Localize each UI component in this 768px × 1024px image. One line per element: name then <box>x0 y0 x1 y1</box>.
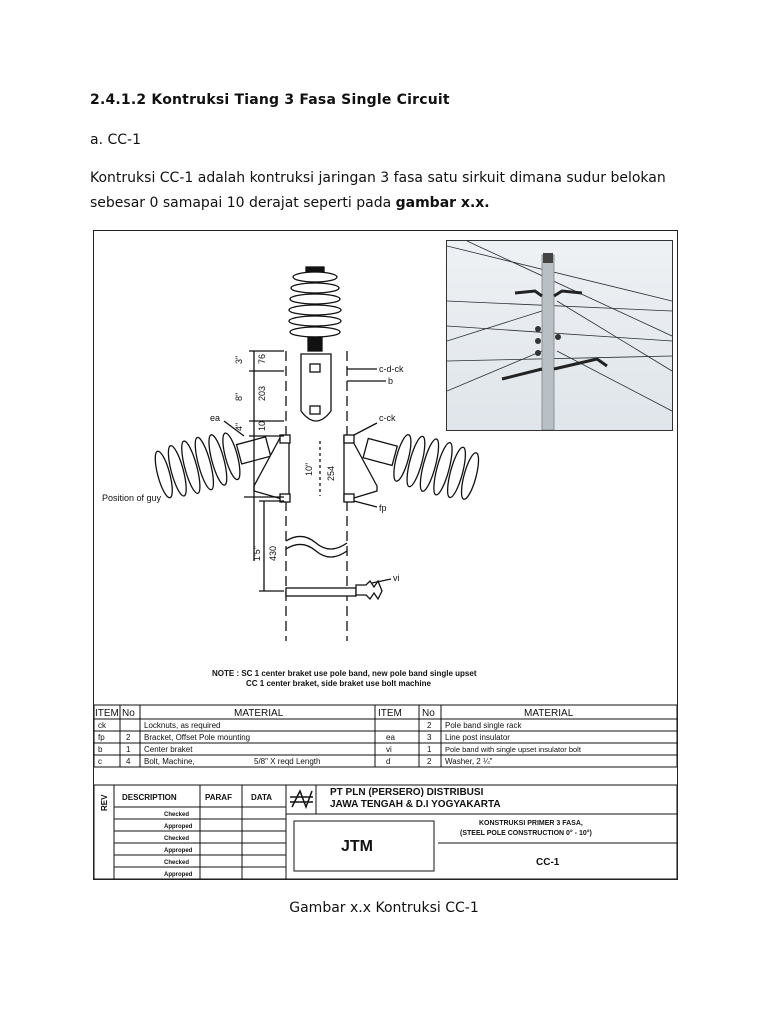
material-table <box>94 705 677 767</box>
cell-material: Bracket, Offset Pole mounting <box>144 733 251 742</box>
th-material: MATERIAL <box>234 708 284 719</box>
note-line-2: CC 1 center braket, side braket use bolt machine <box>246 679 431 688</box>
dim-1ft5in: 1'5" <box>252 546 262 561</box>
th-material-2: MATERIAL <box>524 708 574 719</box>
cell-no: 1 <box>126 745 131 754</box>
note-line-1: NOTE : SC 1 center braket use pole band, new pole band single upset <box>212 669 477 678</box>
cell-material: Bolt, Machine, <box>144 757 195 766</box>
construction-drawing <box>93 230 678 880</box>
cell-no: 2 <box>126 733 131 742</box>
cell-item: ck <box>98 721 106 730</box>
cell-material: Center braket <box>144 745 193 754</box>
cell-item: b <box>98 745 103 754</box>
figure-caption: Gambar x.x Kontruksi CC-1 <box>289 900 479 916</box>
cell-no-2: 2 <box>427 757 432 766</box>
th-item-2: ITEM <box>378 708 402 719</box>
tb-description: DESCRIPTION <box>122 793 177 802</box>
cell-item: c <box>98 757 102 766</box>
dim-4in: 4" <box>234 422 244 431</box>
drawing-title-line-2: (STEEL POLE CONSTRUCTION 0° - 10°) <box>460 830 592 837</box>
label-fp: fp <box>379 503 387 513</box>
pln-logo-icon <box>290 791 313 807</box>
cell-item-2: d <box>386 757 391 766</box>
section-heading: 2.4.1.2 Kontruksi Tiang 3 Fasa Single Circuit <box>90 92 450 108</box>
tb-row: Approped <box>164 824 193 830</box>
company-line-1: PT PLN (PERSERO) DISTRIBUSI <box>330 787 484 798</box>
tb-row: Approped <box>164 848 193 854</box>
dim-76: 76 <box>257 353 267 364</box>
drawing-title-line-1: KONSTRUKSI PRIMER 3 FASA, <box>479 820 583 827</box>
subsection-heading: a. CC-1 <box>90 132 141 148</box>
cell-no-2: 2 <box>427 721 432 730</box>
th-item: ITEM <box>95 708 119 719</box>
tb-rev: REV <box>100 794 109 811</box>
company-line-2: JAWA TENGAH & D.I YOGYAKARTA <box>330 799 501 810</box>
cell-material-2: Pole band with single upset insulator bolt <box>445 745 581 754</box>
title-block <box>94 785 677 879</box>
label-b: b <box>388 376 394 386</box>
tb-row: Checked <box>164 812 190 818</box>
dim-8in: 8" <box>234 392 244 401</box>
tb-data: DATA <box>251 793 273 802</box>
cell-no: 4 <box>126 757 131 766</box>
cell-no-2: 3 <box>427 733 432 742</box>
body-paragraph <box>90 166 690 216</box>
cell-item-2: vi <box>386 745 392 754</box>
th-no-2: No <box>422 708 435 719</box>
dim-10in: 10" <box>304 462 314 476</box>
label-c-ck: c-ck <box>379 413 396 423</box>
tb-row: Checked <box>164 860 190 866</box>
cell-item-2: ea <box>386 733 395 742</box>
th-no: No <box>122 708 135 719</box>
dim-3in: 3" <box>234 355 244 364</box>
top-insulator <box>289 267 341 351</box>
dim-10: 10 <box>257 420 267 431</box>
figure-reference: gambar x.x. <box>395 195 490 211</box>
cell-material-2: Washer, 2 ¼" <box>445 757 493 766</box>
dim-254: 254 <box>326 465 336 481</box>
label-vi: vi <box>393 573 400 583</box>
tb-row: Checked <box>164 836 190 842</box>
label-position-of-guy: Position of guy <box>102 493 162 503</box>
tb-paraf: PARAF <box>205 793 232 802</box>
label-ea: ea <box>210 413 221 423</box>
drawing-code: CC-1 <box>536 857 560 868</box>
cell-material: Locknuts, as required <box>144 721 221 730</box>
paragraph-text: Kontruksi CC-1 adalah kontruksi jaringan 3 fasa satu sirkuit dimana sudur belokan sebesar 0 samapai 10 derajat seperti pada <box>90 170 666 211</box>
pole-photo <box>446 240 673 431</box>
cell-material-2: Pole band single rack <box>445 721 522 730</box>
dim-430: 430 <box>268 545 278 561</box>
cell-material-length: 5/8" X reqd Length <box>254 757 321 766</box>
cell-material-2: Line post insulator <box>445 733 510 742</box>
label-c-d-ck: c-d-ck <box>379 364 404 374</box>
jtm-label: JTM <box>341 838 373 855</box>
cell-no-2: 1 <box>427 745 432 754</box>
dim-203: 203 <box>257 385 267 401</box>
tb-row: Approped <box>164 872 193 878</box>
cell-item: fp <box>98 733 105 742</box>
